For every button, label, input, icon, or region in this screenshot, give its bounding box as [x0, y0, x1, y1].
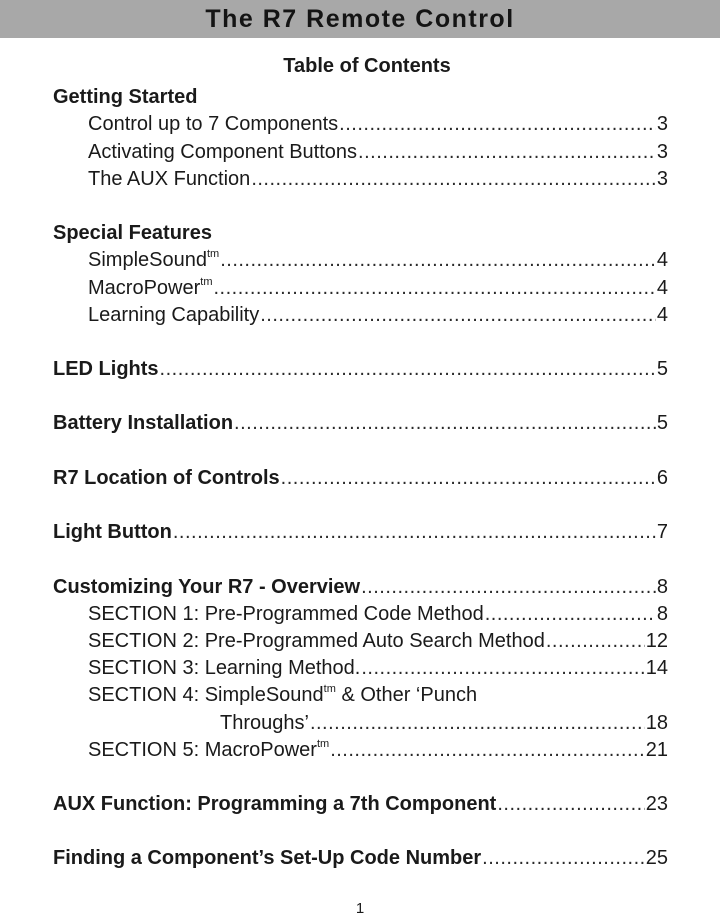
toc-entry-page: 5: [656, 358, 668, 381]
dot-leader: [546, 629, 645, 653]
toc-entry-battery-installation[interactable]: [53, 408, 668, 435]
spacer: [53, 544, 668, 571]
toc-entry-page: 3: [656, 167, 668, 190]
trademark-mark: tm: [200, 275, 213, 288]
toc-entry-label: Battery Installation: [53, 412, 234, 435]
toc-entry-page: 3: [656, 113, 668, 136]
toc-entry-label: SimpleSound$^{tm}$: [88, 248, 220, 272]
toc-entry[interactable]: [53, 680, 668, 707]
dot-leader: [497, 792, 644, 816]
spacer: [53, 327, 668, 354]
dot-leader: [260, 303, 656, 327]
toc-entry-page: 21: [645, 738, 668, 761]
toc-entry-label: SECTION 3: Learning Method.: [88, 657, 361, 680]
toc-heading-special-features[interactable]: [53, 218, 668, 245]
dot-leader: [330, 738, 645, 762]
dot-leader: [251, 167, 656, 191]
toc-entry[interactable]: [53, 735, 668, 762]
toc-entry[interactable]: [53, 245, 668, 272]
toc-entry-label: LED Lights: [53, 358, 159, 381]
dot-leader: [361, 575, 656, 599]
dot-leader: [482, 846, 645, 870]
toc-entry[interactable]: [53, 300, 668, 327]
spacer: [53, 381, 668, 408]
toc-entry-page: 5: [656, 412, 668, 435]
toc-entry-label: Throughs’: [220, 711, 309, 734]
toc-entry-aux-function[interactable]: [53, 789, 668, 816]
toc-title: Table of Contents: [283, 55, 451, 77]
toc-entry-finding-code[interactable]: [53, 843, 668, 870]
toc-entry-label: SECTION 1: Pre-Programmed Code Method: [88, 602, 484, 625]
toc-entry-label: The AUX Function: [88, 167, 251, 190]
toc-heading-label: Special Features: [53, 222, 212, 245]
toc-entry-label: Control up to 7 Components: [88, 113, 339, 136]
spacer: [53, 490, 668, 517]
toc-entry-label: R7 Location of Controls: [53, 466, 280, 489]
document-title: The R7 Remote Control: [205, 4, 515, 33]
toc-entry-page: 3: [656, 140, 668, 163]
toc-entry-label: MacroPower$^{tm}$: [88, 275, 213, 299]
toc-entry-page: 12: [645, 629, 668, 652]
toc-entry-page: 23: [645, 793, 668, 816]
toc-entry-customizing[interactable]: [53, 571, 668, 598]
dot-leader: [281, 466, 656, 490]
spacer: [53, 191, 668, 218]
dot-leader: [173, 520, 656, 544]
toc-entry[interactable]: [53, 272, 668, 299]
toc-entry-label: SECTION 5: MacroPower$^{tm}$: [88, 737, 330, 761]
spacer: [53, 816, 668, 843]
toc-heading-getting-started[interactable]: [53, 82, 668, 109]
dot-leader: [220, 248, 656, 272]
dot-leader: [485, 602, 656, 626]
toc-entry-label: Light Button: [53, 521, 172, 544]
toc-entry-label: AUX Function: Programming a 7th Component: [53, 793, 497, 816]
toc-entry-continuation[interactable]: [53, 707, 668, 734]
trademark-mark: tm: [323, 683, 336, 696]
header-bar: [0, 0, 720, 38]
trademark-mark: tm: [206, 248, 220, 261]
toc-heading-label: Getting Started: [53, 86, 198, 109]
dot-leader: [358, 140, 656, 164]
toc-entry-page: 4: [656, 303, 668, 326]
toc-entry-page: 4: [656, 249, 668, 272]
toc-entry-page: 8: [656, 575, 668, 598]
toc-entry-light-button[interactable]: [53, 517, 668, 544]
toc-entry-label: Activating Component Buttons: [88, 140, 358, 163]
toc-entry-page: 14: [645, 657, 668, 680]
spacer: [53, 435, 668, 462]
toc-entry-page: 18: [645, 711, 668, 734]
dot-leader: [214, 276, 656, 300]
toc-entry-page: 4: [656, 276, 668, 299]
toc-entry-location-of-controls[interactable]: [53, 463, 668, 490]
toc-entry[interactable]: [53, 164, 668, 191]
table-of-contents: [53, 82, 668, 870]
dot-leader: [339, 112, 656, 136]
trademark-mark: tm: [316, 737, 330, 750]
toc-entry-label: Learning Capability: [88, 303, 260, 326]
toc-entry[interactable]: [53, 136, 668, 163]
toc-entry[interactable]: [53, 109, 668, 136]
toc-entry-page: 6: [656, 466, 668, 489]
dot-leader: [310, 711, 645, 735]
dot-leader: [160, 357, 656, 381]
toc-entry-label: SECTION 4: SimpleSound$^{tm}$ & Other ‘Punch: [88, 683, 478, 707]
toc-entry-led-lights[interactable]: [53, 354, 668, 381]
toc-entry-page: 25: [645, 847, 668, 870]
toc-entry-label: SECTION 2: Pre-Programmed Auto Search Method: [88, 629, 545, 652]
spacer: [53, 762, 668, 789]
toc-entry-page: 8: [656, 602, 668, 625]
dot-leader: [234, 411, 656, 435]
toc-entry-label: Customizing Your R7 - Overview: [53, 575, 361, 598]
toc-entry[interactable]: [53, 626, 668, 653]
toc-entry-label: Finding a Component’s Set-Up Code Number: [53, 847, 482, 870]
toc-entry[interactable]: [53, 653, 668, 680]
page-number: 1: [355, 900, 365, 917]
toc-entry[interactable]: [53, 599, 668, 626]
toc-entry-page: 7: [656, 521, 668, 544]
